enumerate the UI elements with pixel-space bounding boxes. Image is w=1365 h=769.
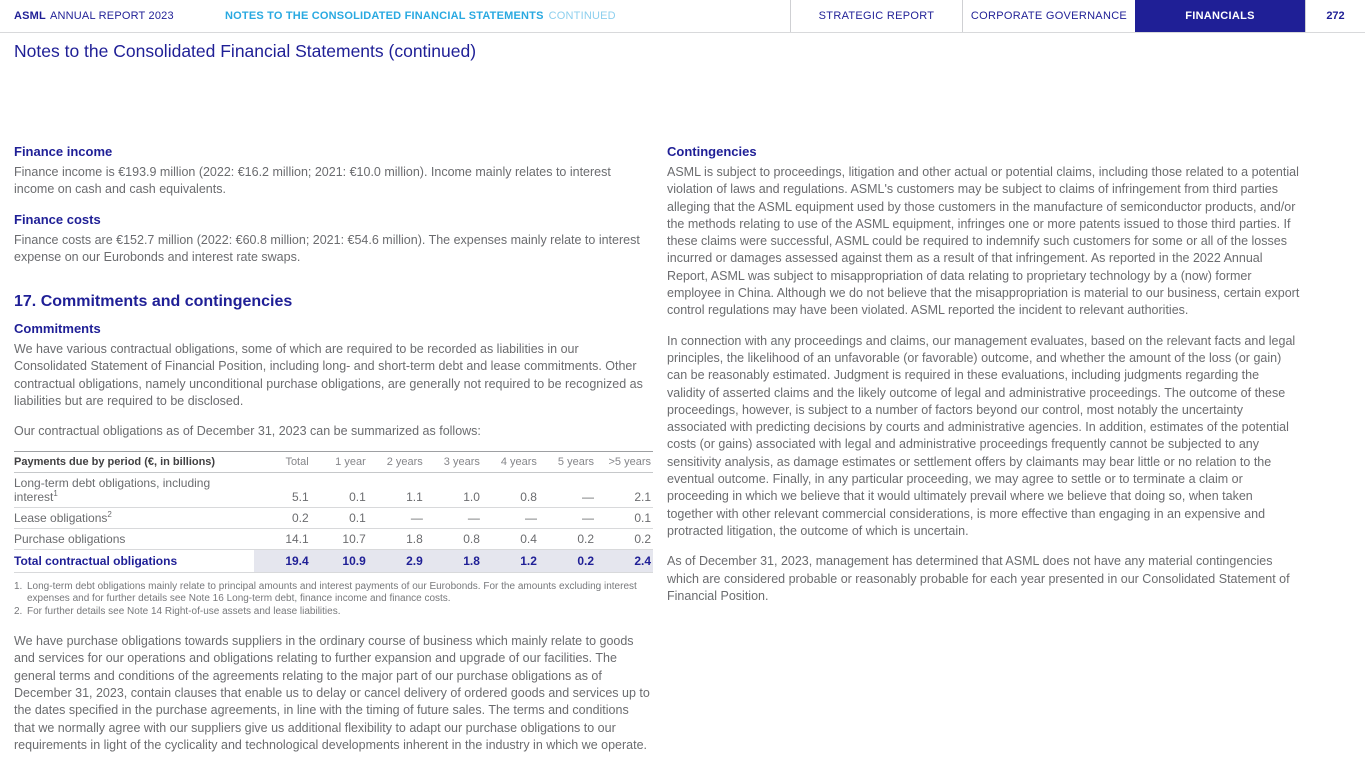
footnote-marker: 1 (53, 488, 58, 498)
page-title: Notes to the Consolidated Financial Statements (continued) (14, 41, 477, 61)
table-value-cell: 1.8 (425, 549, 482, 572)
footnote-number: 1. (14, 580, 23, 592)
section-heading-commitments-contingencies: 17. Commitments and contingencies (14, 293, 293, 311)
footnote (14, 581, 653, 606)
table-header-cell: 4 years (482, 451, 539, 472)
running-header (225, 0, 790, 32)
table-value-cell: 14.1 (254, 528, 311, 549)
page-number: 272 (1305, 0, 1365, 32)
footnote-marker: 2 (107, 509, 112, 519)
report-title (0, 0, 225, 32)
table-value-cell: — (539, 472, 596, 507)
finance-costs-heading: Finance costs (14, 211, 101, 227)
top-header-bar (0, 0, 1365, 33)
table-value-cell: 1.0 (425, 472, 482, 507)
table-value-cell: 10.9 (311, 549, 368, 572)
contingencies-paragraph-3: As of December 31, 2023, management has determined that ASML does not have any material contingencies which are considered probable or reasonably probable for each year presented in our Consolidated Statement of Financial Position. (667, 554, 1290, 603)
footnote (14, 606, 653, 619)
table-value-cell: 1.8 (368, 528, 425, 549)
contractual-obligations-table (14, 451, 653, 573)
tab-strategic-report[interactable]: STRATEGIC REPORT (790, 0, 962, 32)
table-value-cell: — (482, 507, 539, 528)
table-row (14, 472, 653, 507)
tab-corporate-governance[interactable]: CORPORATE GOVERNANCE (962, 0, 1135, 32)
content-columns (14, 144, 1365, 767)
table-value-cell: 0.2 (539, 528, 596, 549)
contingencies-heading: Contingencies (667, 144, 757, 159)
table-value-cell: — (539, 507, 596, 528)
table-value-cell: — (368, 507, 425, 528)
table-value-cell: 1.1 (368, 472, 425, 507)
footnote-number: 2. (14, 605, 23, 617)
footnote-text: Long-term debt obligations mainly relate to principal amounts and interest payments of our Eurobonds. For the amounts excluding interest expenses and for further details see Note 16 Long-term debt, finance income and finance costs. (27, 580, 637, 605)
table-row (14, 507, 653, 528)
running-header-text: NOTES TO THE CONSOLIDATED FINANCIAL STATEMENTS (225, 10, 544, 22)
table-header-label: Payments due by period (€, in billions) (14, 451, 254, 472)
table-value-cell: 0.1 (311, 472, 368, 507)
row-label: Lease obligations$^2$ (14, 507, 254, 528)
row-label: Long-term debt obligations, including interest$^1$ (14, 472, 254, 507)
table-footnotes (14, 581, 653, 619)
table-value-cell: 19.4 (254, 549, 311, 572)
table-value-cell: 0.8 (482, 472, 539, 507)
footnote-text: For further details see Note 14 Right-of-use assets and lease liabilities. (27, 605, 341, 617)
table-header (14, 451, 653, 472)
right-column (667, 144, 1300, 767)
left-column (14, 144, 653, 767)
table-value-cell: 10.7 (311, 528, 368, 549)
table-header-cell: 3 years (425, 451, 482, 472)
commitments-paragraph: We have various contractual obligations, some of which are required to be recorded as liabilities in our Consolidated Statement of Financial Position, including long- and short-term debt and lease commitments. Other contractual obligations, namely unconditional purchase obligations, are generally not required to be recognized as liabilities but are required to be disclosed. (14, 342, 643, 409)
table-header-cell: 1 year (311, 451, 368, 472)
tab-financials[interactable]: FINANCIALS (1135, 0, 1305, 32)
purchase-obligations-paragraph: We have purchase obligations towards suppliers in the ordinary course of business which mainly relate to goods and services for our operations and obligations relating to further expansion and upgrade of our facilities. The general terms and conditions of the agreements relating to the major part of our purchase obligations as of December 31, 2023, contain clauses that enable us to delay or cancel delivery of ordered goods and services up to the dates specified in the purchase agreements, in line with the timing of future sales. The terms and conditions that we normally agree with our suppliers give us additional flexibility to adapt our purchase obligations to our requirements in light of the cyclicality and technological developments inherent in the industry in which we operate. (14, 634, 650, 752)
table-row (14, 528, 653, 549)
table-row (14, 549, 653, 572)
table-header-cell: 5 years (539, 451, 596, 472)
table-body (14, 472, 653, 572)
table-value-cell: 0.1 (596, 507, 653, 528)
table-value-cell: 0.2 (596, 528, 653, 549)
table-value-cell: 1.2 (482, 549, 539, 572)
table-value-cell: 0.8 (425, 528, 482, 549)
table-header-cell: Total (254, 451, 311, 472)
finance-income-heading: Finance income (14, 144, 113, 159)
table-value-cell: 2.1 (596, 472, 653, 507)
table-header-row (14, 451, 653, 472)
table-intro: Our contractual obligations as of December 31, 2023 can be summarized as follows: (14, 424, 481, 439)
row-label: Purchase obligations (14, 528, 254, 549)
table-value-cell: 0.1 (311, 507, 368, 528)
finance-costs-paragraph: Finance costs are €152.7 million (2022: €60.8 million; 2021: €54.6 million). The expenses mainly relate to interest expense on our Eurobonds and interest rate swaps. (14, 232, 640, 264)
table-value-cell: 2.9 (368, 549, 425, 572)
table-value-cell: 0.2 (539, 549, 596, 572)
running-header-continued: CONTINUED (548, 10, 616, 22)
commitments-heading: Commitments (14, 321, 101, 337)
report-title-rest: ANNUAL REPORT 2023 (49, 10, 174, 22)
table-value-cell: — (425, 507, 482, 528)
row-label: Total contractual obligations (14, 549, 254, 572)
table-header-cell: 2 years (368, 451, 425, 472)
table-value-cell: 0.4 (482, 528, 539, 549)
contingencies-paragraph-2: In connection with any proceedings and claims, our management evaluates, based on the relevant facts and legal principles, the likelihood of an unfavorable (or favorable) outcome, and whether the amount of the loss (or gain) can be reasonably estimated. Judgment is required in these evaluations, including judgments regarding the validity of asserted claims and the likely outcome of legal and administrative proceedings. The outcome of these proceedings, however, is subject to a number of factors beyond our control, most notably the uncertainty associated with predicting decisions by courts and administrative agencies. In addition, estimates of the potential costs (or gains) associated with legal and administrative proceedings frequently cannot be subjected to any sensitivity analysis, as damage estimates or settlement offers by claimants may bear little or no relation to the eventual outcome. Finally, in any particular proceeding, we may agree to settle or to terminate a claim or proceeding in which we believe that it would ultimately prevail where we believe that doing so, when taken together with other relevant commercial considerations, is more effective than engaging in an expensive and protracted litigation, the outcome of which is uncertain. (667, 333, 1296, 538)
table-value-cell: 5.1 (254, 472, 311, 507)
table-value-cell: 0.2 (254, 507, 311, 528)
table-header-cell: >5 years (596, 451, 653, 472)
finance-income-paragraph: Finance income is €193.9 million (2022: €16.2 million; 2021: €10.0 million). Income mainly relates to interest income on cash and cash equivalents. (14, 165, 611, 197)
column-gap (653, 144, 667, 767)
brand-name: ASML (14, 10, 46, 22)
table-value-cell: 2.4 (596, 549, 653, 572)
contingencies-paragraph-1: ASML is subject to proceedings, litigation and other actual or potential claims, including those related to a potential violation of laws and regulations. ASML's customers may be subject to claims of infringement from third parties alleging that the ASML equipment used by those customers in the manufacture of semiconductor products, and/or the methods relating to use of the ASML equipment, infringes one or more patents issued to those third parties. If these claims were successful, ASML could be required to indemnify such customers for some or all of the losses incurred or damages assessed against them as a result of that infringement. As reported in the 2022 Annual Report, ASML was subject to misappropriation of data relating to proprietary technology by a (now) former employee in China. Although we do not believe that the misappropriation is material to our business, certain export control regulations may have been violated. ASML reported the incident to relevant authorities. (667, 165, 1300, 318)
